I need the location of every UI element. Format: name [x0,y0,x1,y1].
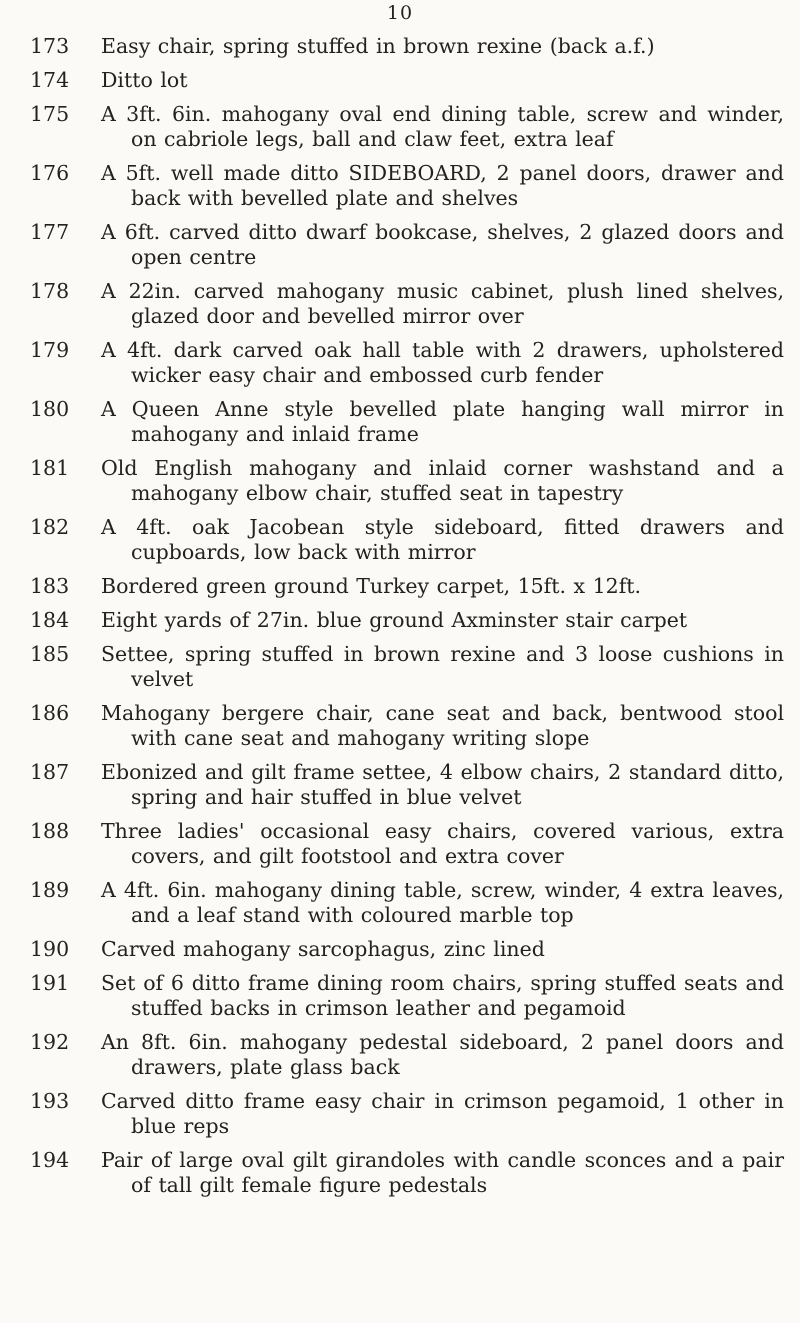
lot-description: Old English mahogany and inlaid corner washstand and a mahogany elbow chair, stuffed seat in tapestry [101,456,784,505]
lot-description: A 4ft. oak Jacobean style sideboard, fitted drawers and cupboards, low back with mirror [101,515,784,564]
lot-number: 177 [30,220,70,244]
lot-item [0,608,800,633]
lot-item [0,397,800,447]
lot-description: Settee, spring stuffed in brown rexine and 3 loose cushions in velvet [101,642,784,691]
lot-description: A 22in. carved mahogany music cabinet, plush lined shelves, glazed door and bevelled mirror over [101,279,784,328]
lot-number: 178 [30,279,70,303]
lot-description: A 6ft. carved ditto dwarf bookcase, shelves, 2 glazed doors and open centre [101,220,784,269]
lot-item [0,102,800,152]
lot-item [0,68,800,93]
lot-item [0,760,800,810]
lot-description: Carved mahogany sarcophagus, zinc lined [101,937,545,961]
lot-number: 192 [30,1030,70,1054]
lot-description: A Queen Anne style bevelled plate hanging wall mirror in mahogany and inlaid frame [101,397,784,446]
lot-description: Ebonized and gilt frame settee, 4 elbow chairs, 2 standard ditto, spring and hair stuffed in blue velvet [101,760,784,809]
lot-description: Set of 6 ditto frame dining room chairs, spring stuffed seats and stuffed backs in crimson leather and pegamoid [101,971,784,1020]
lot-number: 176 [30,161,70,185]
lot-description: A 4ft. dark carved oak hall table with 2 drawers, upholstered wicker easy chair and embossed curb fender [101,338,784,387]
lot-description: Bordered green ground Turkey carpet, 15ft. x 12ft. [101,574,642,598]
lot-number: 194 [30,1148,70,1172]
lot-number: 189 [30,878,70,902]
lot-item [0,279,800,329]
lot-number: 184 [30,608,70,632]
lot-item [0,161,800,211]
lot-item [0,1030,800,1080]
lot-item [0,878,800,928]
lot-item [0,456,800,506]
lot-description: Mahogany bergere chair, cane seat and back, bentwood stool with cane seat and mahogany writing slope [101,701,784,750]
lot-number: 185 [30,642,70,666]
lot-number: 182 [30,515,70,539]
lot-list [0,34,800,1207]
lot-item [0,515,800,565]
lot-item [0,34,800,59]
lot-description: A 4ft. 6in. mahogany dining table, screw, winder, 4 extra leaves, and a leaf stand with coloured marble top [101,878,784,927]
lot-item [0,338,800,388]
lot-item [0,1148,800,1198]
lot-number: 190 [30,937,70,961]
lot-item [0,642,800,692]
lot-item [0,971,800,1021]
lot-number: 183 [30,574,70,598]
lot-number: 179 [30,338,70,362]
lot-number: 180 [30,397,70,421]
lot-number: 188 [30,819,70,843]
lot-item [0,819,800,869]
lot-number: 191 [30,971,70,995]
lot-item [0,701,800,751]
lot-number: 193 [30,1089,70,1113]
lot-number: 187 [30,760,70,784]
lot-description: Ditto lot [101,68,188,92]
lot-item [0,574,800,599]
page-number: 10 [386,2,414,24]
lot-item [0,937,800,962]
lot-item [0,1089,800,1139]
lot-number: 175 [30,102,70,126]
lot-description: A 5ft. well made ditto SIDEBOARD, 2 panel doors, drawer and back with bevelled plate and shelves [101,161,784,210]
lot-description: Carved ditto frame easy chair in crimson pegamoid, 1 other in blue reps [101,1089,784,1138]
lot-description: Easy chair, spring stuffed in brown rexine (back a.f.) [101,34,655,58]
lot-number: 173 [30,34,70,58]
lot-description: An 8ft. 6in. mahogany pedestal sideboard, 2 panel doors and drawers, plate glass back [101,1030,784,1079]
lot-item [0,220,800,270]
lot-description: Pair of large oval gilt girandoles with candle sconces and a pair of tall gilt female figure pedestals [101,1148,784,1197]
lot-number: 186 [30,701,70,725]
lot-description: Eight yards of 27in. blue ground Axminster stair carpet [101,608,688,632]
lot-number: 174 [30,68,70,92]
lot-description: A 3ft. 6in. mahogany oval end dining table, screw and winder, on cabriole legs, ball and claw feet, extra leaf [101,102,784,151]
lot-number: 181 [30,456,70,480]
lot-description: Three ladies' occasional easy chairs, covered various, extra covers, and gilt footstool and extra cover [101,819,784,868]
